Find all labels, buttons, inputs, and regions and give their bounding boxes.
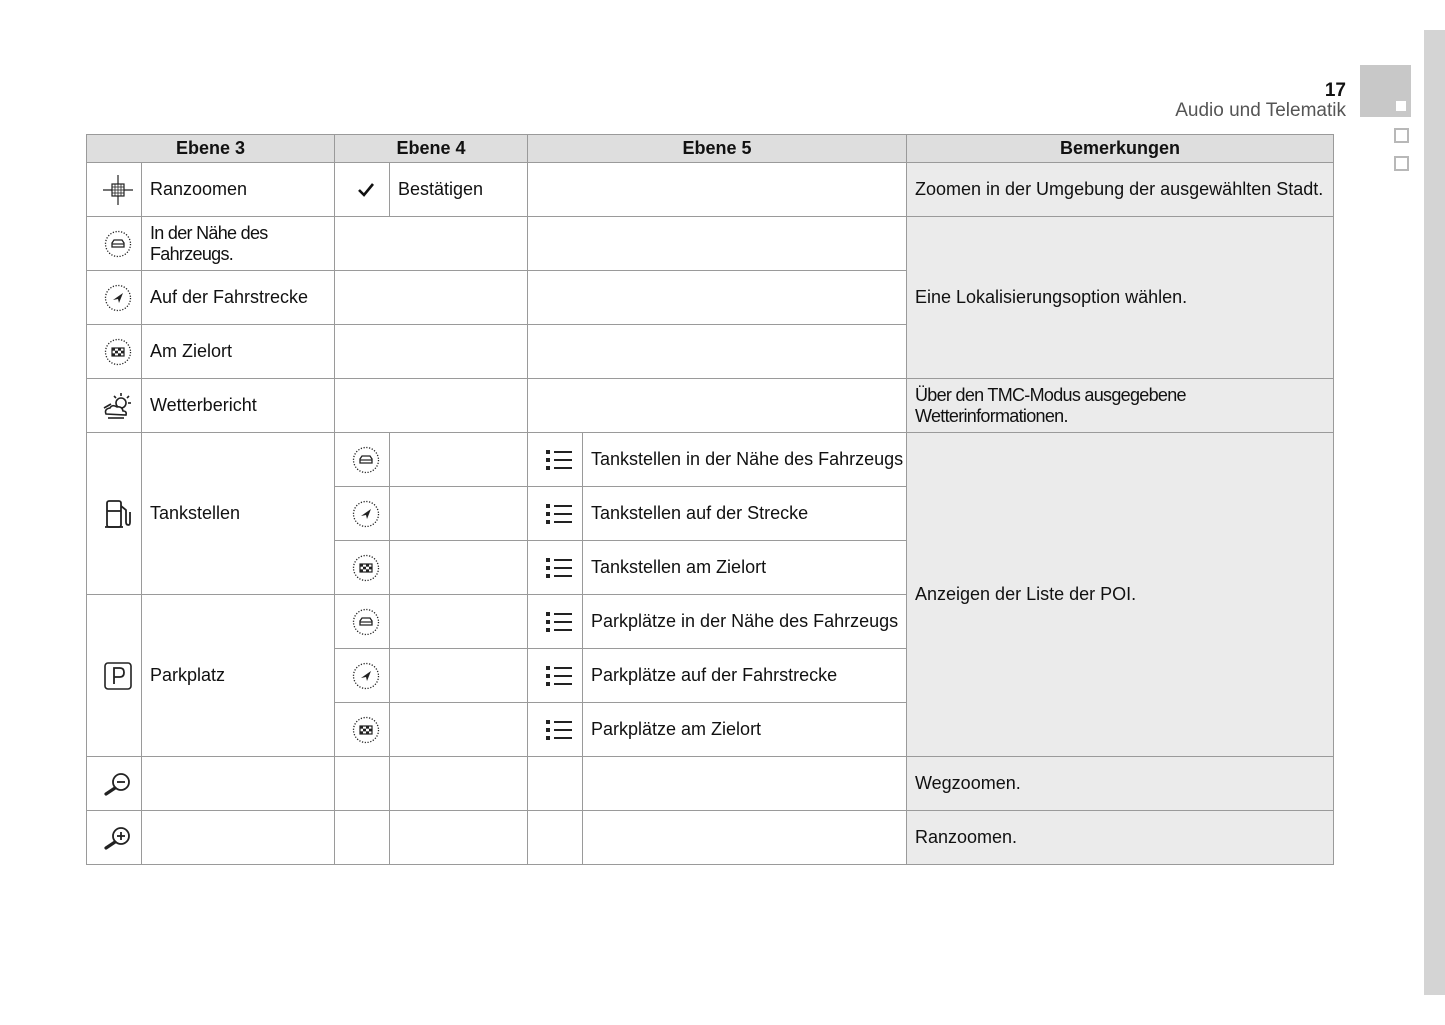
empty-cell — [528, 325, 907, 379]
list-icon — [528, 649, 583, 703]
header-level5: Ebene 5 — [528, 135, 907, 163]
car-icon — [335, 595, 390, 649]
header-row — [87, 135, 1334, 163]
empty-cell — [390, 811, 528, 865]
route-arrow-icon — [335, 649, 390, 703]
menu-label-tankstellen: Tankstellen — [142, 433, 335, 595]
menu-label-zielort: Am Zielort — [142, 325, 335, 379]
checkered-flag-icon — [87, 325, 142, 379]
list-icon — [528, 487, 583, 541]
empty-cell — [390, 703, 528, 757]
empty-cell — [335, 379, 528, 433]
header-level3: Ebene 3 — [87, 135, 335, 163]
empty-cell — [583, 811, 907, 865]
table-row — [87, 811, 1334, 865]
list-item-tankstellen-zielort: Tankstellen am Zielort — [583, 541, 907, 595]
page-number: 17 — [1324, 80, 1346, 101]
list-icon — [528, 541, 583, 595]
empty-cell — [390, 649, 528, 703]
remark-poi: Anzeigen der Liste der POI. — [907, 433, 1334, 757]
menu-label-fahrstrecke: Auf der Fahrstrecke — [142, 271, 335, 325]
list-icon — [528, 703, 583, 757]
list-item-parkplaetze-zielort: Parkplätze am Zielort — [583, 703, 907, 757]
section-title: Audio und Telematik — [1175, 100, 1346, 121]
table-row — [87, 217, 1334, 271]
remark-ranzoomen: Zoomen in der Umgebung der ausgewählten Stadt. — [907, 163, 1334, 217]
list-icon — [528, 595, 583, 649]
header-level4: Ebene 4 — [335, 135, 528, 163]
empty-cell — [390, 433, 528, 487]
section-tab — [1360, 65, 1411, 117]
table-row — [87, 379, 1334, 433]
empty-cell — [528, 379, 907, 433]
list-item-tankstellen-naehe: Tankstellen in der Nähe des Fahrzeugs — [583, 433, 907, 487]
table-row — [87, 757, 1334, 811]
fuel-pump-icon — [87, 433, 142, 595]
menu-table — [86, 134, 1334, 865]
menu-label-parkplatz: Parkplatz — [142, 595, 335, 757]
remark-wetter: Über den TMC-Modus ausgegebene Wetterinformationen. — [907, 379, 1334, 433]
remark-wegzoomen: Wegzoomen. — [907, 757, 1334, 811]
empty-cell — [390, 757, 528, 811]
table-row — [87, 163, 1334, 217]
empty-cell — [335, 325, 528, 379]
empty-cell — [528, 271, 907, 325]
section-box — [1394, 128, 1409, 143]
empty-cell — [142, 757, 335, 811]
list-item-tankstellen-strecke: Tankstellen auf der Strecke — [583, 487, 907, 541]
list-item-parkplaetze-fahrstrecke: Parkplätze auf der Fahrstrecke — [583, 649, 907, 703]
side-bar — [1424, 30, 1445, 995]
list-icon — [528, 433, 583, 487]
checkered-flag-icon — [335, 541, 390, 595]
route-arrow-icon — [335, 487, 390, 541]
menu-label-naehe: In der Nähe des Fahrzeugs. — [142, 217, 335, 271]
parking-icon — [87, 595, 142, 757]
menu-label-wetter: Wetterbericht — [142, 379, 335, 433]
checkmark-icon — [335, 163, 390, 217]
menu-label-ranzoomen: Ranzoomen — [142, 163, 335, 217]
empty-cell — [528, 217, 907, 271]
table-row — [87, 433, 1334, 487]
empty-cell — [335, 271, 528, 325]
remark-localization: Eine Lokalisierungsoption wählen. — [907, 217, 1334, 379]
empty-cell — [583, 757, 907, 811]
empty-cell — [390, 541, 528, 595]
checkered-flag-icon — [335, 703, 390, 757]
zoom-out-icon — [87, 757, 142, 811]
list-item-parkplaetze-naehe: Parkplätze in der Nähe des Fahrzeugs — [583, 595, 907, 649]
tab-marker — [1396, 101, 1406, 111]
car-icon — [335, 433, 390, 487]
empty-cell — [335, 757, 390, 811]
menu-label-bestaetigen: Bestätigen — [390, 163, 528, 217]
empty-cell — [390, 487, 528, 541]
empty-cell — [142, 811, 335, 865]
remark-ranzoomen-2: Ranzoomen. — [907, 811, 1334, 865]
car-icon — [87, 217, 142, 271]
empty-cell — [528, 811, 583, 865]
empty-cell — [528, 757, 583, 811]
empty-cell — [390, 595, 528, 649]
empty-cell — [335, 217, 528, 271]
zoom-in-icon — [87, 811, 142, 865]
empty-cell — [335, 811, 390, 865]
empty-cell — [528, 163, 907, 217]
route-arrow-icon — [87, 271, 142, 325]
header-remarks: Bemerkungen — [907, 135, 1334, 163]
section-box — [1394, 156, 1409, 171]
weather-icon — [87, 379, 142, 433]
crosshair-zoom-icon — [87, 163, 142, 217]
